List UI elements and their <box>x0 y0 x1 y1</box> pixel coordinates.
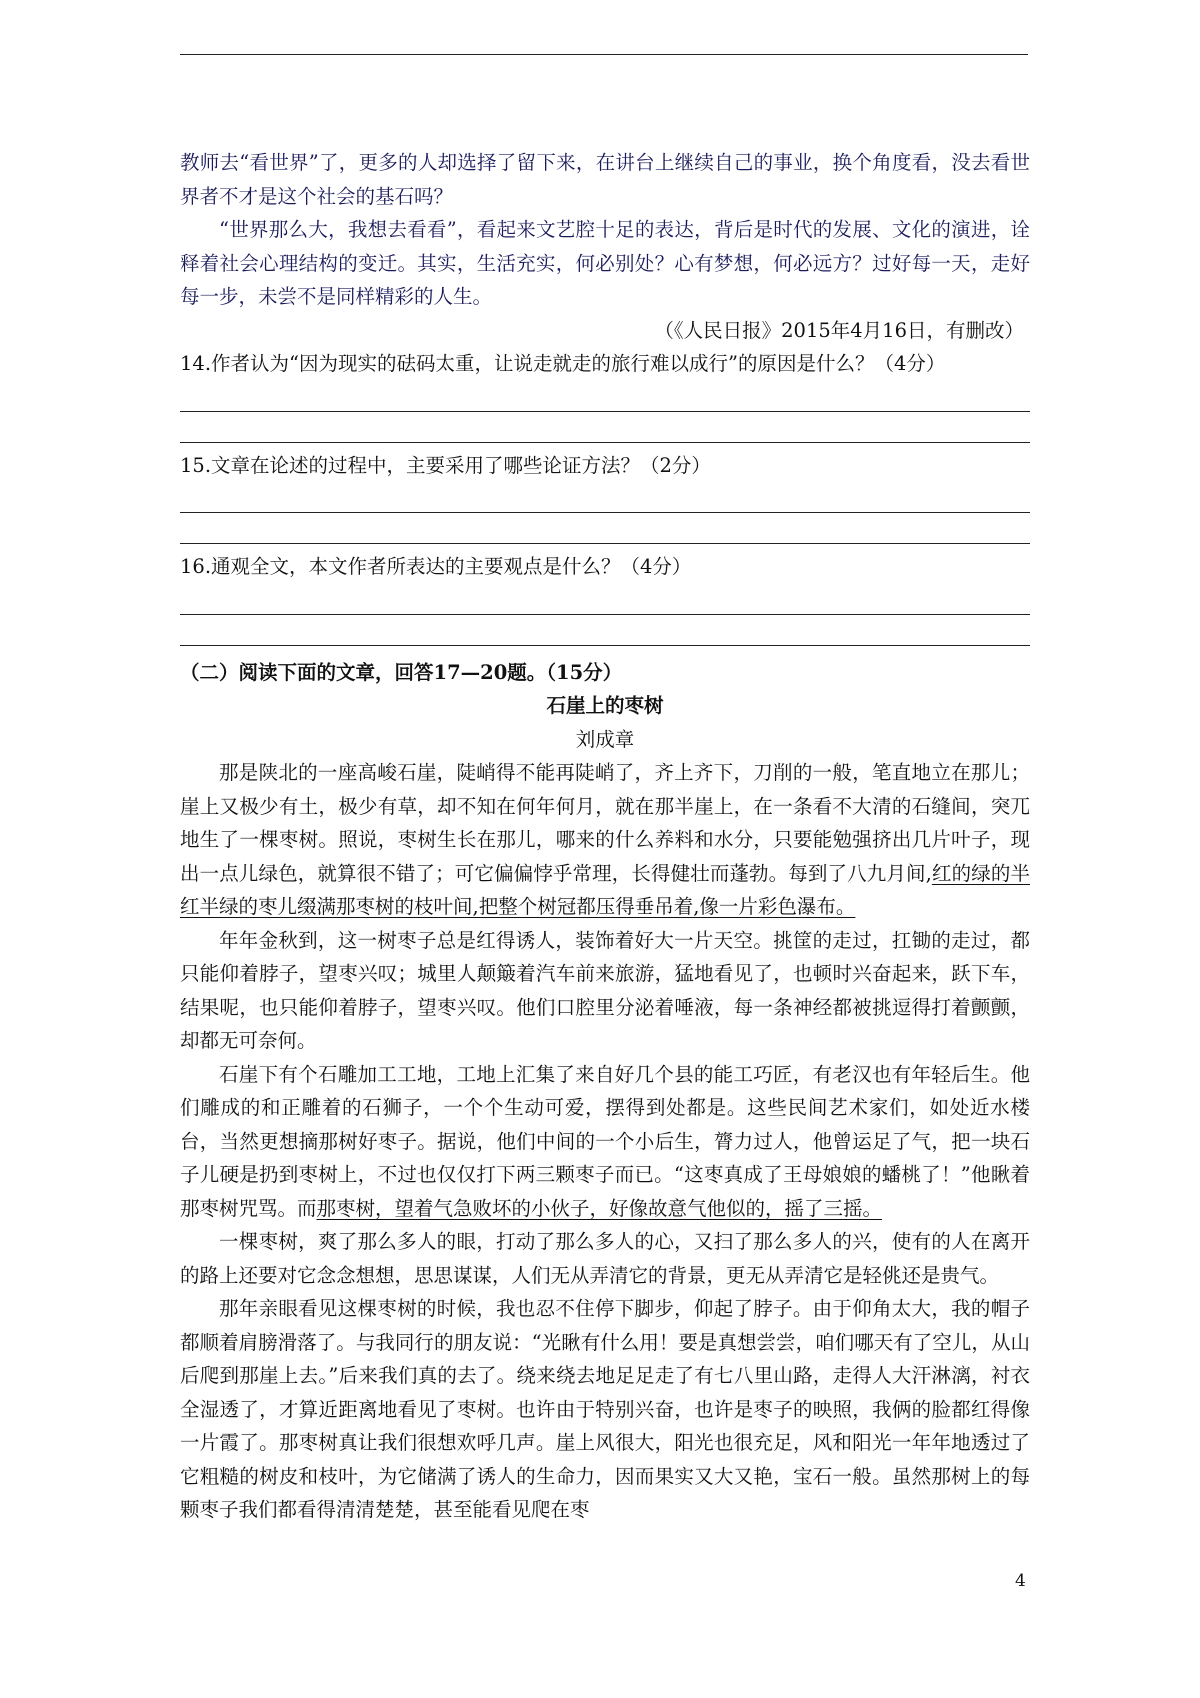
article-author: 刘成章 <box>575 727 635 751</box>
answer-line[interactable] <box>180 412 1030 443</box>
article-paragraph: 一棵枣树，爽了那么多人的眼，打动了那么多人的心，又扫了那么多人的兴，使有的人在离开的路上还要对它念念想想，思思谋谋，人们无从弄清它的背景，更无从弄清它是轻佻还是贵气。 <box>180 1230 1030 1287</box>
article-paragraph: 那年亲眼看见这棵枣树的时候，我也忍不住停下脚步，仰起了脖子。由于仰角太大，我的帽子都顺着肩膀滑落了。与我同行的朋友说：“光瞅有什么用！要是真想尝尝，咱们哪天有了空儿，从山后爬到那崖上去。”后来我们真的去了。绕来绕去地足足走了有七八里山路，走得人大汗淋漓，衬衣全湿透了，才算近距离地看见了枣树。也许由于特别兴奋，也许是枣子的映照，我俩的脸都红得像一片霞了。那枣树真让我们很想欢呼几声。崖上风很大，阳光也很充足，风和阳光一年年地透过了它粗糙的树皮和枝叶，为它储满了诱人的生命力，因而果实又大又艳，宝石一般。虽然那树上的每颗枣子我们都看得清清楚楚，甚至能看见爬在枣 <box>180 1297 1030 1521</box>
question-16: 16.通观全文，本文作者所表达的主要观点是什么？（4分） <box>180 555 692 578</box>
article-title: 石崖上的枣树 <box>546 694 664 717</box>
answer-line[interactable] <box>180 513 1030 544</box>
section-heading: （二）阅读下面的文章，回答17—20题。（15分） <box>180 660 623 684</box>
article-paragraph: 年年金秋到，这一树枣子总是红得诱人，装饰着好大一片天空。挑筐的走过，扛锄的走过，都只能仰着脖子，望枣兴叹；城里人颠簸着汽车前来旅游，猛地看见了，也顿时兴奋起来，跃下车，结果呢，也只能仰着脖子，望枣兴叹。他们口腔里分泌着唾液，每一条神经都被挑逗得打着颤颤，却都无可奈何。 <box>180 928 1030 1052</box>
underlined-sentence: 那枣树，望着气急败坏的小伙子，好像故意气他似的，摇了三摇。 <box>316 1196 883 1220</box>
page-content <box>180 146 1030 1527</box>
answer-line[interactable] <box>180 584 1030 615</box>
article-paragraph <box>180 756 1030 924</box>
source-citation: （《人民日报》2015年4月16日，有删改） <box>654 318 1024 342</box>
page-number: 4 <box>1015 1571 1026 1591</box>
paragraph-text: 石崖下有个石雕加工工地，工地上汇集了来自好几个县的能工巧匠，有老汉也有年轻后生。他们雕成的和正雕着的石狮子，一个个生动可爱，摆得到处都是。这些民间艺术家们，如处近水楼台，当然更想摘那树好枣子。据说，他们中间的一个小后生，膂力过人，他曾运足了气，把一块石子儿硬是扔到枣树上，不过也仅仅打下两三颗枣子而已。“这枣真成了王母娘娘的蟠桃了！”他瞅着那枣树咒骂。而 <box>180 1062 1030 1220</box>
passage-paragraph: 教师去“看世界”了，更多的人却选择了留下来，在讲台上继续自己的事业，换个角度看，没去看世界者不才是这个社会的基石吗？ <box>180 151 1030 208</box>
answer-line[interactable] <box>180 615 1030 646</box>
answer-line[interactable] <box>180 482 1030 513</box>
header-rule <box>180 54 1028 55</box>
answer-line[interactable] <box>180 381 1030 412</box>
underlined-sentence: 红的绿的半红半绿的枣儿缀满那枣树的枝叶间,把整个树冠都压得垂吊着,像一片彩色瀑布。 <box>180 861 1030 918</box>
question-15: 15.文章在论述的过程中，主要采用了哪些论证方法？（2分） <box>180 453 711 477</box>
article-paragraph <box>180 1058 1030 1226</box>
paragraph-text: 那是陕北的一座高峻石崖，陡峭得不能再陡峭了，齐上齐下，刀削的一般，笔直地立在那儿；崖上又极少有土，极少有草，却不知在何年何月，就在那半崖上，在一条看不大清的石缝间，突兀地生了一棵枣树。照说，枣树生长在那儿，哪来的什么养料和水分，只要能勉强挤出几片叶子，现出一点儿绿色，就算很不错了；可它偏偏悖乎常理，长得健壮而蓬勃。每到了八九月间, <box>180 761 1030 885</box>
question-14: 14.作者认为“因为现实的砝码太重，让说走就走的旅行难以成行”的原因是什么？（4分） <box>180 352 946 375</box>
passage-paragraph: “世界那么大，我想去看看”，看起来文艺腔十足的表达，背后是时代的发展、文化的演进，诠释着社会心理结构的变迁。其实，生活充实，何必别处？心有梦想，何必远方？过好每一天，走好每一步，未尝不是同样精彩的人生。 <box>180 218 1030 308</box>
